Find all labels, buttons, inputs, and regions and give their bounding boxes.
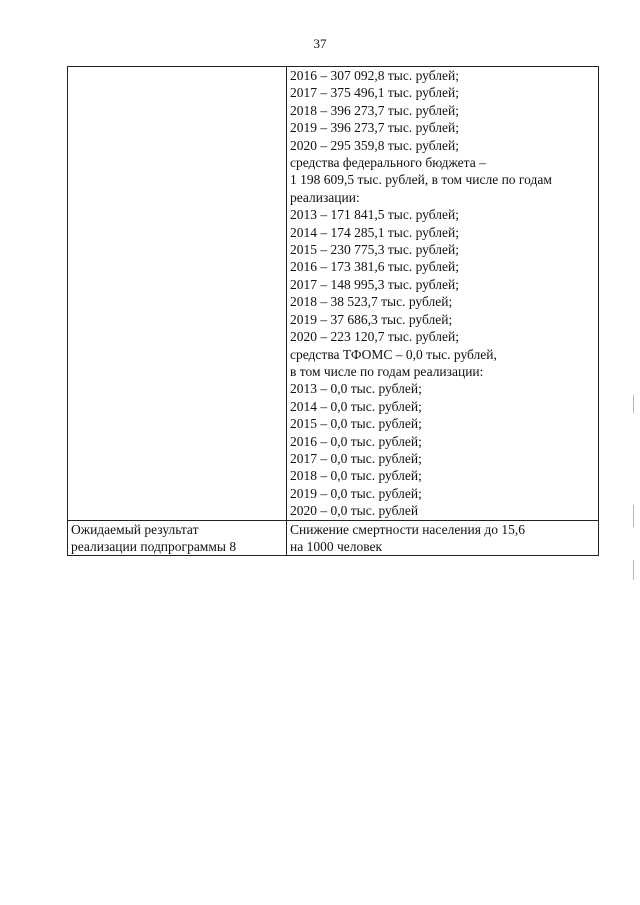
- financing-line: 2020 – 223 120,7 тыс. рублей;: [290, 329, 459, 345]
- financing-line: средства ТФОМС – 0,0 тыс. рублей,: [290, 346, 497, 362]
- scan-edge-mark: [633, 395, 634, 413]
- financing-line: 2018 – 38 523,7 тыс. рублей;: [290, 294, 453, 310]
- expected-result-row: [68, 520, 599, 556]
- financing-line: 2019 – 0,0 тыс. рублей;: [290, 485, 422, 501]
- label-line: Ожидаемый результат: [71, 521, 199, 537]
- financing-line: 2017 – 375 496,1 тыс. рублей;: [290, 85, 459, 101]
- financing-line: 2016 – 173 381,6 тыс. рублей;: [290, 259, 459, 275]
- financing-line: 1 198 609,5 тыс. рублей, в том числе по годам: [290, 172, 552, 188]
- scan-edge-mark: [633, 560, 634, 580]
- financing-line: 2019 – 37 686,3 тыс. рублей;: [290, 311, 453, 327]
- financing-line: 2016 – 0,0 тыс. рублей;: [290, 433, 422, 449]
- financing-line: 2020 – 295 359,8 тыс. рублей;: [290, 137, 459, 153]
- financing-lines-cell: [287, 67, 599, 521]
- expected-result-label: [68, 520, 287, 556]
- value-line: Снижение смертности населения до 15,6: [290, 521, 525, 537]
- financing-line: 2017 – 0,0 тыс. рублей;: [290, 450, 422, 466]
- financing-line: 2013 – 171 841,5 тыс. рублей;: [290, 207, 459, 223]
- financing-line: 2015 – 0,0 тыс. рублей;: [290, 416, 422, 432]
- financing-line: 2018 – 0,0 тыс. рублей;: [290, 468, 422, 484]
- financing-line: реализации:: [290, 189, 360, 205]
- financing-line: 2013 – 0,0 тыс. рублей;: [290, 381, 422, 397]
- scan-edge-mark: [633, 505, 634, 527]
- financing-line: 2017 – 148 995,3 тыс. рублей;: [290, 276, 459, 292]
- row-label-empty: [68, 67, 287, 521]
- page-number: 37: [313, 36, 327, 51]
- financing-line: 2018 – 396 273,7 тыс. рублей;: [290, 102, 459, 118]
- financing-line: средства федерального бюджета –: [290, 155, 486, 171]
- financing-line: в том числе по годам реализации:: [290, 363, 484, 379]
- financing-line: 2020 – 0,0 тыс. рублей: [290, 503, 419, 519]
- financing-line: 2016 – 307 092,8 тыс. рублей;: [290, 68, 459, 83]
- financing-line: 2015 – 230 775,3 тыс. рублей;: [290, 242, 459, 258]
- expected-result-value: [287, 520, 599, 556]
- financing-line: 2014 – 174 285,1 тыс. рублей;: [290, 224, 459, 240]
- subprogram-table: [67, 66, 599, 556]
- value-line: на 1000 человек: [290, 538, 383, 554]
- financing-continuation-row: [68, 67, 599, 521]
- label-line: реализации подпрограммы 8: [71, 538, 237, 554]
- financing-line: 2014 – 0,0 тыс. рублей;: [290, 398, 422, 414]
- financing-line: 2019 – 396 273,7 тыс. рублей;: [290, 120, 459, 136]
